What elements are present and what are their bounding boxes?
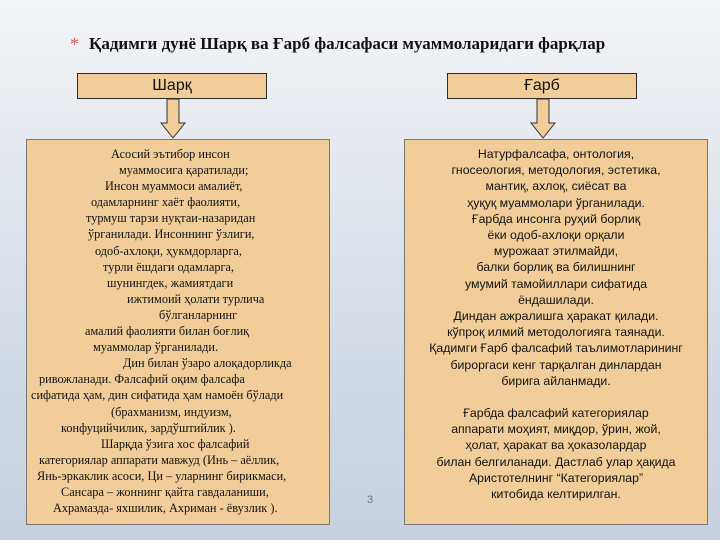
east-text-line: категориялар аппарати мавжуд (Инь – аёллик, xyxy=(39,452,280,467)
east-text-line: муаммолар ўрганилади. xyxy=(93,340,219,355)
west-text-line: ёки одоб-ахлоқи орқали xyxy=(487,228,625,243)
east-text-line: амалий фаолияти билан боғлиқ xyxy=(85,324,250,339)
west-text-line: гносеология, методология, эстетика, xyxy=(451,163,661,178)
west-text-line: Ғарбда инсонга руҳий борлиқ xyxy=(471,211,641,226)
east-text-line: Сансара – жоннинг қайта гавдаланиши, xyxy=(61,484,269,499)
east-text-line: муаммосига қаратилади; xyxy=(119,163,249,178)
east-text-line: одамларнинг хаёт фаолияти, xyxy=(91,195,241,210)
west-text-line: ҳолат, ҳаракат ва ҳоказолардар xyxy=(465,438,647,453)
east-text-line: ижтимоий ҳолати турлича xyxy=(127,291,265,306)
west-text-line: ёндашилади. xyxy=(518,292,594,307)
east-text-line: ўрганилади. Инсоннинг ўзлиги, xyxy=(88,227,255,242)
west-text-line: Натурфалсафа, онтология, xyxy=(477,147,635,161)
west-text-line: билан белгиланади. Дастлаб улар ҳақида xyxy=(436,454,676,469)
west-blank-line xyxy=(407,389,705,405)
slide-title: Қадимги дунё Шарқ ва Ғарб фалсафаси муаммоларидаги фарқлар xyxy=(89,34,606,53)
east-text-line: Дин билан ўзаро алоқадорликда xyxy=(123,356,292,371)
east-text-line: шунингдек, жамиятдаги xyxy=(107,275,234,290)
east-text-line: одоб-ахлоқи, ҳукмдорларга, xyxy=(95,243,242,258)
west-text-line: бирига айланмади. xyxy=(501,373,611,388)
east-text-line: Ахрамазда- яхшилик, Ахриман - ёвузлик ). xyxy=(53,501,278,516)
west-text-line: китобида келтирилган. xyxy=(491,487,621,502)
west-header-box: Ғарб xyxy=(447,73,637,99)
slide-title-row xyxy=(70,34,710,54)
east-description-panel xyxy=(26,139,330,525)
west-text-line: бироргаси кенг тарқалган динлардан xyxy=(450,357,662,372)
west-text-line: ҳуқуқ муаммолари ўрганилади. xyxy=(467,195,645,210)
east-text-line: Янь-эркаклик асоси, Ци – уларнинг бирикмаси, xyxy=(37,468,287,483)
east-text-line: ривожланади. Фалсафий оқим фалсафа xyxy=(39,372,245,387)
west-text-line: Қадимги Ғарб фалсафий таълимотларининг xyxy=(429,341,683,356)
east-text-line: конфуцийчилик, зардўштийлик ). xyxy=(61,420,236,435)
west-text-line: мантиқ, ахлоқ, сиёсат ва xyxy=(485,179,627,194)
west-text-line: Ғарбда фалсафий категориялар xyxy=(463,406,649,421)
west-text-line: балки борлиқ ва билишнинг xyxy=(476,260,636,275)
west-text-line: Аристотелнинг “Категориялар” xyxy=(468,470,644,485)
east-down-arrow-icon xyxy=(160,99,186,139)
east-text-line: (брахманизм, индуизм, xyxy=(111,404,232,419)
west-description-panel xyxy=(404,139,708,525)
west-text-line: Диндан ажралишга ҳаракат қилади. xyxy=(453,309,659,324)
west-text-line: умумий тамойиллари сифатида xyxy=(464,276,648,291)
west-text-line: мурожаат этилмайди, xyxy=(493,244,619,259)
east-text-line: сифатида ҳам, дин сифатида ҳам намоён бўлади xyxy=(31,388,284,403)
east-text-line: турли ёшдаги одамларга, xyxy=(103,259,235,274)
east-text-line: Шарқда ўзига хос фалсафий xyxy=(101,436,250,451)
title-bullet: * xyxy=(70,34,79,54)
slide-page-number: 3 xyxy=(367,494,374,506)
east-text-line: Асосий эътибор инсон xyxy=(111,147,230,161)
east-text-line: турмуш тарзи нуқтаи-назаридан xyxy=(86,211,256,226)
west-down-arrow-icon xyxy=(530,99,556,139)
east-text-line: бўлганларнинг xyxy=(159,307,238,322)
east-header-box: Шарқ xyxy=(77,73,267,99)
east-text-line: Инсон муаммоси амалиёт, xyxy=(105,179,243,194)
west-text-line: кўпроқ илмий методологияга таянади. xyxy=(447,325,665,340)
west-text-line: аппарати моҳият, миқдор, ўрин, жой, xyxy=(451,422,661,437)
